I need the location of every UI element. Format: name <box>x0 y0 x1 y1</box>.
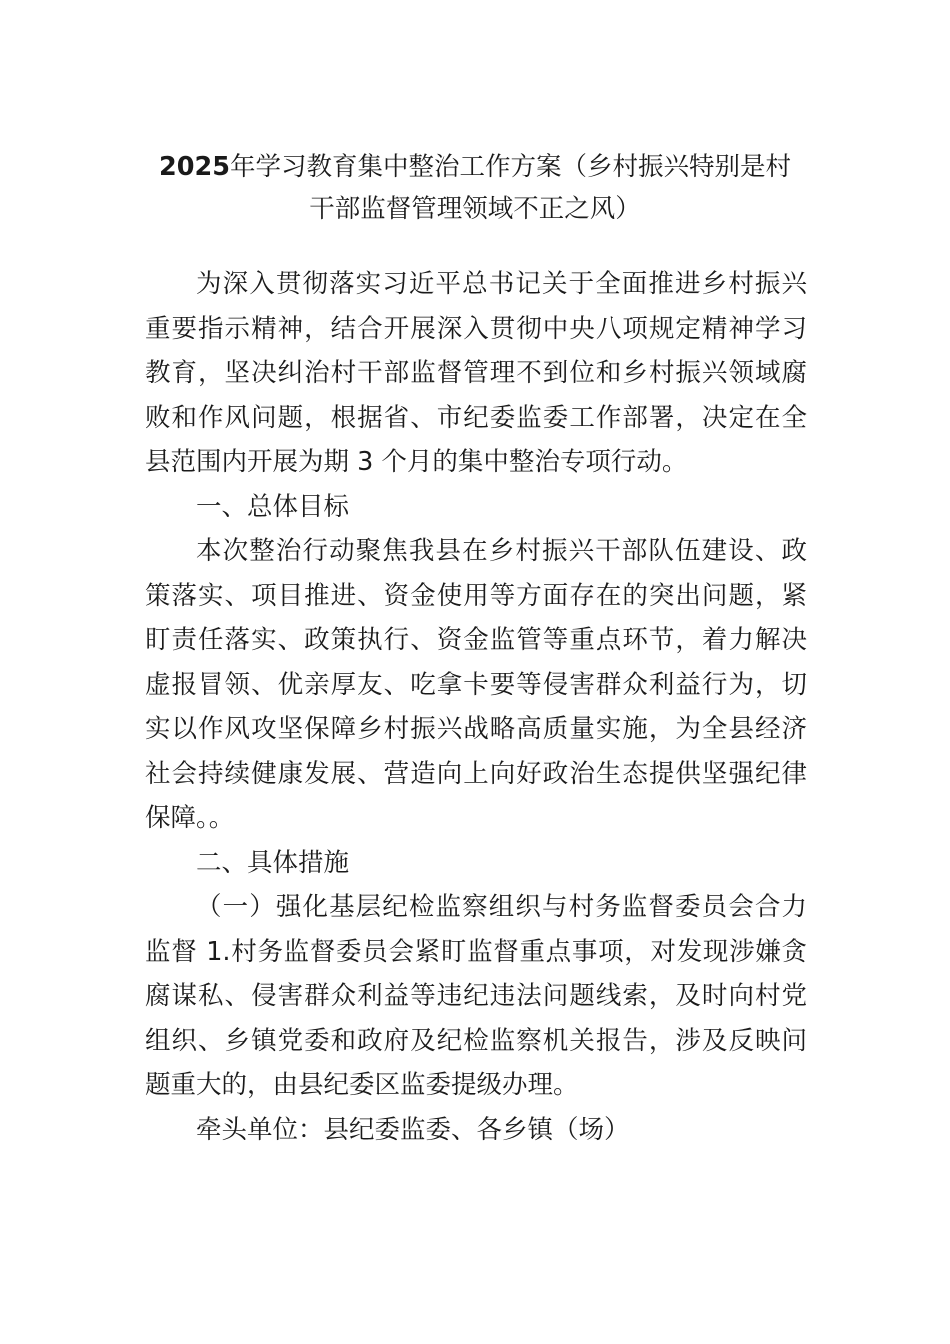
document-body <box>145 262 807 1152</box>
section-heading-goals: 一、总体目标 <box>196 491 350 522</box>
title-year: 2025 <box>159 152 230 182</box>
title-line1: 年学习教育集中整治工作方案（乡村振兴特别是村 <box>229 152 791 182</box>
measures-paragraph: （一）强化基层纪检监察组织与村务监督委员会合力监督 1.村务监督委员会紧盯监督重点事项，对发现涉嫌贪腐谋私、侵害群众利益等违纪违法问题线索，及时向村党组织、乡镇党委和政府及纪检监察机关报告，涉及反映问题重大的，由县纪委区监委提级办理。 <box>145 892 807 1100</box>
lead-unit-paragraph: 牵头单位：县纪委监委、各乡镇（场） <box>196 1114 630 1145</box>
intro-paragraph: 为深入贯彻落实习近平总书记关于全面推进乡村振兴重要指示精神，结合开展深入贯彻中央八项规定精神学习教育，坚决纠治村干部监督管理不到位和乡村振兴领域腐败和作风问题，根据省、市纪委监委工作部署，决定在全县范围内开展为期 3 个月的集中整治专项行动。 <box>145 269 807 477</box>
title-line2: 干部监督管理领域不正之风） <box>309 194 641 224</box>
section-heading-measures: 二、具体措施 <box>196 847 350 878</box>
document-title <box>120 146 830 230</box>
goals-paragraph: 本次整治行动聚焦我县在乡村振兴干部队伍建设、政策落实、项目推进、资金使用等方面存在的突出问题，紧盯责任落实、政策执行、资金监管等重点环节，着力解决虚报冒领、优亲厚友、吃拿卡要等侵害群众利益行为，切实以作风攻坚保障乡村振兴战略高质量实施，为全县经济社会持续健康发展、营造向上向好政治生态提供坚强纪律保障。。 <box>145 536 807 833</box>
